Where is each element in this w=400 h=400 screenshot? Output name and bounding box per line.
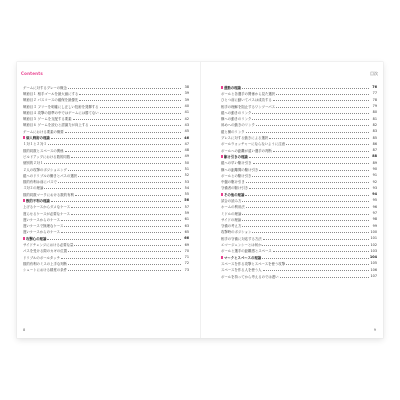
folio-left: 8: [23, 328, 26, 332]
toc-page-number: 104: [369, 255, 377, 260]
toc-page-number: 72: [184, 261, 189, 266]
toc-entry-title: 戦術目５ ゲームを支配する要素: [23, 117, 72, 122]
toc-page-number: 77: [372, 91, 377, 96]
toc-page-number: 71: [184, 255, 189, 260]
toc-entry-title: 戦術目１ 相手ゴールを最大値にする: [23, 91, 79, 96]
toc-page-number: 45: [184, 129, 189, 134]
toc-entry-title: ボールと選手の距離感とスペース: [221, 249, 272, 254]
toc-entry-title: ボールと各選手の関係から見た選択: [221, 91, 276, 96]
dot-leader: [242, 201, 369, 202]
toc-page-number: 98: [372, 217, 377, 222]
dot-leader: [78, 176, 181, 177]
toc-page-number: 86: [372, 141, 377, 146]
toc-page-number: 39: [184, 91, 189, 96]
toc-entry-title: 戦術目４ 攻撃の基準の中ではゲームには勝てない: [23, 110, 99, 115]
dot-leader: [68, 88, 181, 89]
dot-leader: [242, 214, 369, 215]
toc-entry-title: シュートにおける精度の条件: [23, 268, 68, 273]
toc-page-number: 100: [370, 229, 377, 234]
toc-page-number: 51: [184, 167, 189, 171]
dot-leader: [263, 239, 369, 240]
toc-entry-title: 数的有利のミスの上手な判断: [23, 261, 68, 266]
toc-entry-title: ゲームに対するプレーの概念: [23, 85, 67, 90]
dot-leader: [61, 220, 181, 221]
dot-leader: [68, 170, 181, 171]
toc-page-number: 105: [370, 261, 377, 266]
toc-entry-title: 斜めへの動きのリンク: [221, 123, 255, 128]
dot-leader: [74, 245, 181, 246]
toc-page-number: 43: [184, 122, 189, 127]
dot-leader: [73, 119, 181, 120]
dot-leader: [75, 195, 181, 196]
toc-entry-title: ビルドアップにおける数的同数: [23, 154, 71, 159]
dot-leader: [249, 188, 369, 189]
toc-page-number: 88: [372, 154, 377, 159]
dot-leader: [276, 94, 369, 95]
toc-entry-title: 試合の読み方: [221, 198, 242, 203]
dot-leader: [252, 113, 369, 114]
toc-entry-title: 駆け引きの理論: [221, 154, 248, 159]
toc-page-number: 85: [372, 135, 377, 140]
dot-leader: [71, 207, 181, 208]
dot-leader: [249, 157, 369, 158]
toc-entry-title: スペースを作る人を使う人: [221, 268, 262, 273]
dot-leader: [246, 132, 369, 133]
toc-page-number: 69: [184, 242, 189, 247]
toc-entry-title: サイドチェンジにおける必要な量: [23, 243, 74, 248]
toc-entry-title: ３対２の理論: [23, 186, 44, 191]
toc-entry-title: ２人の攻撃のポジショニング: [23, 167, 67, 172]
toc-entry-title: ボールウォッチャーにならないように注意: [221, 142, 286, 147]
toc-page-number: 78: [372, 97, 377, 102]
toc-page-number: 73: [184, 267, 189, 272]
toc-page-number: 55: [184, 192, 189, 197]
toc-entry-title: 守備者の駆け引き: [221, 186, 249, 191]
toc-page-number: 97: [372, 211, 377, 216]
dot-leader: [280, 277, 369, 278]
dot-leader: [262, 245, 369, 246]
toc-page-number: 38: [184, 85, 189, 90]
dot-leader: [65, 151, 181, 152]
toc-entry-title: マークとスペースの理論: [221, 255, 261, 260]
toc-entry-title: 相手の理解を阻止するワンツーパス: [221, 104, 276, 109]
toc-entry-title: ミドルの理論: [221, 211, 242, 216]
dot-leader: [273, 151, 369, 152]
toc-page-number: 81: [372, 116, 377, 121]
toc-page-number: 48: [184, 148, 189, 153]
dot-leader: [100, 107, 181, 108]
dot-leader: [246, 207, 369, 208]
toc-page-number: 70: [184, 248, 189, 253]
dot-leader: [242, 88, 369, 89]
toc-page-number: 95: [372, 198, 377, 203]
dot-leader: [252, 232, 369, 233]
toc-page-number: 91: [372, 173, 377, 178]
toc-page-number: 99: [372, 223, 377, 228]
toc-page-number: 61: [184, 217, 189, 222]
dot-leader: [286, 264, 369, 265]
toc-page-number: 76: [372, 85, 377, 90]
toc-entry-title: 攻撃心の理論: [23, 236, 46, 241]
toc-entry-title: 遅いケースからのケース: [23, 217, 60, 222]
dot-leader: [259, 170, 369, 171]
folio-right: 9: [373, 328, 376, 332]
dot-leader: [61, 258, 181, 259]
dot-leader: [262, 258, 369, 259]
toc-entry-title: その他の理論: [221, 192, 244, 197]
toc-page-number: 52: [184, 173, 189, 178]
toc-entry-title: 縦と横のリンク: [221, 129, 245, 134]
toc-page-number: 63: [184, 223, 189, 228]
toc-page-number: 102: [370, 242, 377, 247]
toc-page-number: 93: [372, 185, 377, 190]
toc-entry-title: 遅いケースからのケース: [23, 230, 60, 235]
dot-leader: [276, 107, 369, 108]
toc-page-number: 106: [370, 267, 377, 272]
toc-entry-title: ボールを持ってから考えるのでは遅い: [221, 274, 279, 279]
toc-page-number: 79: [372, 104, 377, 109]
toc-entry-title: ボールとの駆け引き: [221, 173, 252, 178]
dot-leader: [252, 119, 369, 120]
toc-page-number: 54: [184, 185, 189, 190]
toc-entry-title: スペースを作る攻撃とスペースを使う攻撃: [221, 261, 286, 266]
toc-entry-title: ボールへの距離が遠い選手の判断: [221, 148, 272, 153]
dot-leader: [256, 125, 369, 126]
dot-leader: [245, 195, 369, 196]
toc-page-number: 101: [370, 236, 377, 241]
dot-leader: [65, 132, 181, 133]
dot-leader: [79, 94, 181, 95]
toc-page-number: 47: [184, 141, 189, 146]
toc-entry-title: 数的不利の理論: [23, 198, 50, 203]
dot-leader: [286, 144, 369, 145]
toc-page-number: 40: [184, 104, 189, 109]
toc-entry-title: 戦術目３ フリーを明確にし正しい技術を発揮する: [23, 104, 99, 109]
dot-leader: [273, 100, 369, 101]
toc-entry-title: 数的同数とスペースの関係: [23, 148, 64, 153]
toc-page-number: 59: [184, 211, 189, 216]
dot-leader: [61, 232, 181, 233]
toc-page-number: 94: [372, 192, 377, 197]
toc-entry-title: 遅らせるケースが必要なケース: [23, 211, 71, 216]
toc-entry-title: ホームの利用法: [221, 205, 245, 210]
toc-entry-title: １対１と２対１: [23, 142, 47, 147]
toc-right-page: [221, 84, 377, 279]
dot-leader: [48, 144, 181, 145]
toc-entry-title: 戦術目２ パスコースの確保を最優先: [23, 98, 79, 103]
toc-entry-title: 個別的２対１: [23, 161, 44, 166]
page-gutter: [200, 62, 201, 338]
toc-page-number: 41: [184, 110, 189, 115]
toc-entry-title: パスを受ける際のカギの位置: [23, 249, 68, 254]
toc-entry[interactable]: [221, 273, 377, 279]
toc-page-number: 80: [372, 110, 377, 115]
toc-page-number: 49: [184, 154, 189, 159]
toc-entry-title: ひとつ前に動いてパスは成功する: [221, 98, 272, 103]
dot-leader: [51, 138, 181, 139]
dot-leader: [269, 138, 369, 139]
toc-entry[interactable]: [23, 267, 189, 273]
dot-leader: [47, 239, 181, 240]
dot-leader: [100, 113, 181, 114]
toc-entry-title: 横への距離間の駆け引き: [221, 167, 259, 172]
dot-leader: [71, 157, 181, 158]
toc-entry-title: 上げるケースからダメなケース: [23, 205, 71, 210]
toc-page-number: 90: [372, 167, 377, 171]
toc-page-number: 42: [184, 116, 189, 121]
dot-leader: [90, 125, 182, 126]
dot-leader: [58, 182, 181, 183]
toc-entry-title: 縦へのドリブルの働きとパスの選択: [23, 173, 78, 178]
toc-entry-title: エマージェンシーとは何か: [221, 243, 262, 248]
dot-leader: [68, 270, 181, 271]
toc-entry-title: 数的有利は前にパスで: [23, 180, 57, 185]
dot-leader: [263, 270, 369, 271]
dot-leader: [64, 226, 181, 227]
dot-leader: [68, 264, 181, 265]
toc-entry-title: 縦への早い駆け引き: [221, 161, 252, 166]
toc-entry-title: 個人戦術の理論: [23, 135, 50, 140]
toc-entry-title: 戦術目６ ゲームを読むと認識力が向上する: [23, 123, 89, 128]
toc-page-number: 87: [372, 148, 377, 153]
toc-entry-title: 縦への動きのリンク: [221, 110, 252, 115]
dot-leader: [252, 176, 369, 177]
dot-leader: [242, 226, 369, 227]
toc-page-number: 56: [184, 198, 189, 203]
toc-entry-title: 守備の考え方: [221, 224, 242, 229]
toc-entry-title: 中盤の駆け引き: [221, 180, 245, 185]
toc-entry-title: 相手の守備に対応する方法: [221, 236, 262, 241]
toc-entry-title: 横への動きのリンク: [221, 117, 252, 122]
toc-page-number: 46: [184, 135, 189, 140]
dot-leader: [71, 214, 181, 215]
dot-leader: [68, 251, 181, 252]
dot-leader: [246, 182, 369, 183]
toc-page-number: 66: [184, 236, 189, 241]
book-spread: [17, 62, 383, 338]
dot-leader: [273, 251, 369, 252]
toc-entry-title: 遅いケースで無理なケース: [23, 224, 64, 229]
toc-page-number: 103: [370, 248, 377, 253]
toc-page-number: 83: [372, 129, 377, 134]
toc-entry-title: サイドの理論: [221, 217, 242, 222]
toc-page-number: 39: [184, 97, 189, 102]
dot-leader: [44, 188, 181, 189]
toc-page-number: 57: [184, 204, 189, 209]
toc-page-number: 53: [184, 179, 189, 184]
dot-leader: [44, 163, 181, 164]
contents-heading: Contents: [21, 71, 43, 76]
toc-page-number: 65: [184, 229, 189, 234]
toc-entry-title: 運動の理論: [221, 85, 241, 90]
toc-page-number: 89: [372, 160, 377, 165]
toc-page-number: 92: [372, 179, 377, 184]
toc-page-number: 82: [372, 122, 377, 127]
dot-leader: [51, 201, 181, 202]
toc-entry-title: 攻撃時のポジション: [221, 230, 252, 235]
toc-entry-title: ドリブルのボールタッチ: [23, 255, 60, 260]
toc-entry-title: ゲームにおける要素の概要: [23, 129, 64, 134]
dot-leader: [242, 220, 369, 221]
toc-page-number: 50: [184, 160, 189, 165]
toc-page-number: 96: [372, 204, 377, 209]
dot-leader: [253, 163, 369, 164]
toc-entry-title: プレスに対する動きによる選択: [221, 136, 269, 141]
toc-entry-title: 数的同数マークにおける数的有利: [23, 192, 74, 197]
toc-left-page: [23, 84, 189, 273]
dot-leader: [79, 100, 181, 101]
running-head-right: 目次: [370, 71, 378, 76]
toc-page-number: 107: [370, 274, 377, 279]
